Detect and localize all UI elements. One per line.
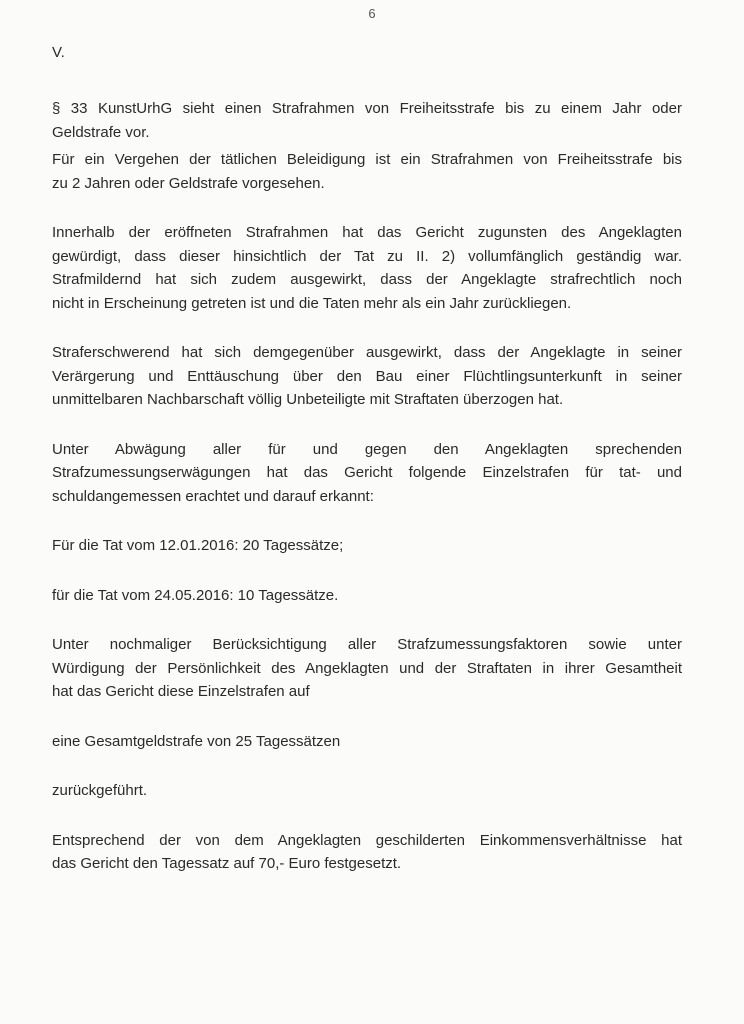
text-line: Entsprechend der von dem Angeklagten geschilderten Einkommensverhältnisse hat [52, 831, 682, 849]
paragraph [52, 633, 682, 704]
text-line: gewürdigt, dass dieser hinsichtlich der Tat zu II. 2) vollumfänglich geständig war. [52, 247, 682, 265]
text-line: Innerhalb der eröffneten Strafrahmen hat das Gericht zugunsten des Angeklagten [52, 224, 682, 241]
page-number: 6 [368, 6, 376, 21]
paragraph [52, 221, 682, 315]
text-line: Straferschwerend hat sich demgegenüber ausgewirkt, dass der Angeklagte in seiner [52, 344, 682, 361]
text-line: zurückgeführt. [52, 782, 148, 799]
paragraph [52, 148, 682, 195]
text-line: Für die Tat vom 12.01.2016: 20 Tagessätze; [52, 537, 344, 554]
text-line: für die Tat vom 24.05.2016: 10 Tagessätze. [52, 586, 339, 604]
text-line: hat das Gericht diese Einzelstrafen auf [52, 683, 310, 700]
text-line: Würdigung der Persönlichkeit des Angeklagten und der Straftaten in ihrer Gesamtheit [52, 659, 682, 677]
text-line: Für ein Vergehen der tätlichen Beleidigung ist ein Strafrahmen von Freiheitsstrafe bis [52, 151, 682, 168]
text-line: nicht in Erscheinung getreten ist und die Taten mehr als ein Jahr zurückliegen. [52, 294, 572, 312]
text-line: Strafzumessungserwägungen hat das Gericht folgende Einzelstrafen für tat- und [52, 464, 682, 481]
text-line: § 33 KunstUrhG sieht einen Strafrahmen von Freiheitsstrafe bis zu einem Jahr oder [52, 100, 682, 117]
section-heading: V. [52, 44, 65, 61]
text-line: eine Gesamtgeldstrafe von 25 Tagessätzen [52, 732, 341, 750]
text-line: Strafmildernd hat sich zudem ausgewirkt, dass der Angeklagte strafrechtlich noch [52, 271, 682, 288]
text-line: Geldstrafe vor. [52, 123, 150, 141]
text-line: schuldangemessen erachtet und darauf erkannt: [52, 487, 374, 505]
text-line: unmittelbaren Nachbarschaft völlig Unbeteiligte mit Straftaten überzogen hat. [52, 391, 564, 408]
text-line: Verärgerung und Enttäuschung über den Bau einer Flüchtlingsunterkunft in seiner [52, 367, 682, 385]
text-line: das Gericht den Tagessatz auf 70,- Euro festgesetzt. [52, 855, 402, 872]
paragraph [52, 341, 682, 412]
paragraph [52, 97, 682, 144]
text-line: zu 2 Jahren oder Geldstrafe vorgesehen. [52, 174, 325, 192]
paragraph [52, 438, 682, 509]
document-body [52, 97, 682, 876]
text-line: Unter Abwägung aller für und gegen den Angeklagten sprechenden [52, 440, 682, 458]
text-line: Unter nochmaliger Berücksichtigung aller Strafzumessungsfaktoren sowie unter [52, 636, 682, 653]
paragraph [52, 829, 682, 876]
